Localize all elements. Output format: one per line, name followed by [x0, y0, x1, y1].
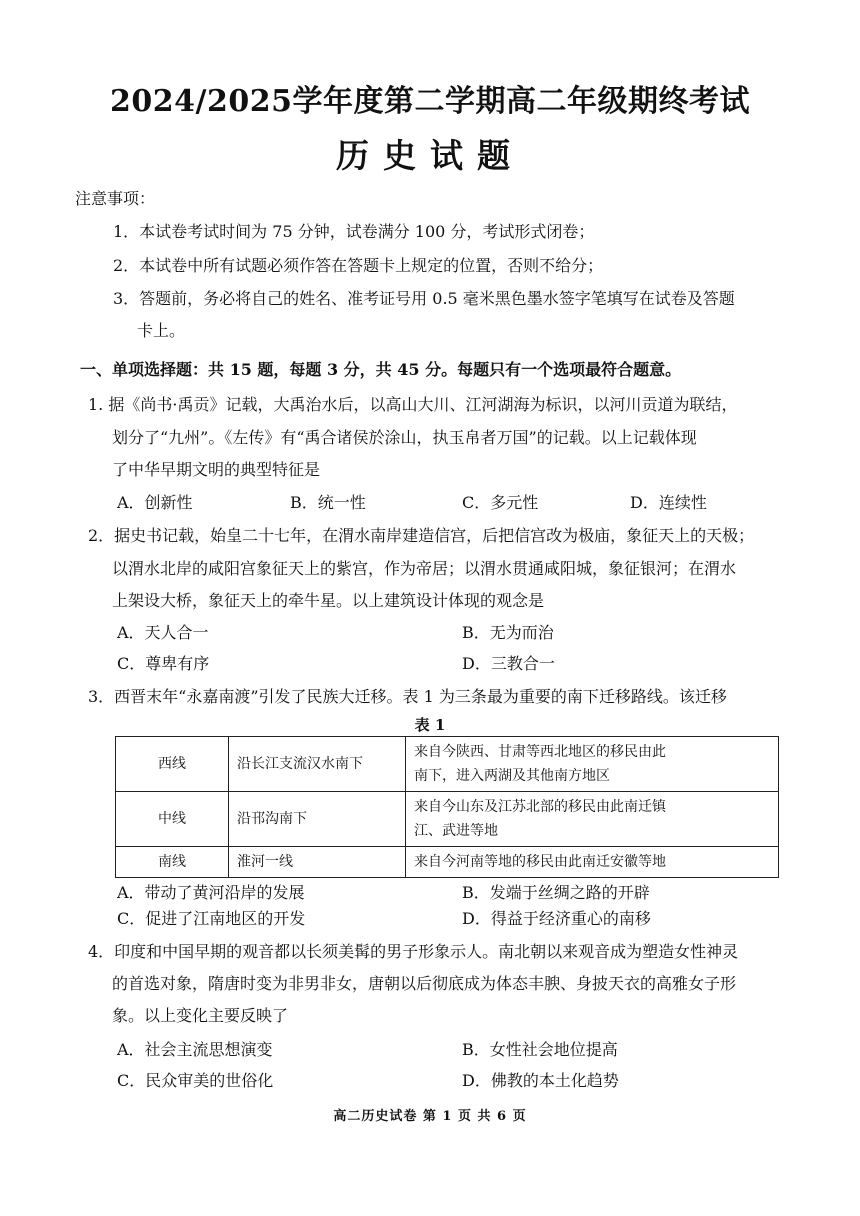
- table-cell: 沿长江支流汉水南下: [229, 737, 406, 792]
- exam-subtitle: 历史试题: [336, 136, 524, 175]
- table-cell: 西线: [116, 737, 229, 792]
- question-3-option-a: A．带动了黄河沿岸的发展: [117, 883, 305, 902]
- question-1-option-d: D．连续性: [630, 493, 707, 512]
- question-3-line: 3．西晋末年“永嘉南渡”引发了民族大迁移。表 1 为三条最为重要的南下迁移路线。该迁移: [88, 687, 727, 706]
- notice-item: 卡上。: [137, 321, 186, 340]
- table-row: [116, 847, 779, 878]
- cell-line: 南下，进入两湖及其他南方地区: [414, 768, 610, 784]
- question-4-line: 的首选对象，隋唐时变为非男非女，唐朝以后彻底成为体态丰腴、身披天衣的高雅女子形: [112, 974, 737, 993]
- question-3-option-c: C．促进了江南地区的开发: [117, 909, 306, 928]
- page-footer: 高二历史试卷 第 1 页 共 6 页: [333, 1109, 527, 1124]
- question-4-line: 4．印度和中国早期的观音都以长须美髯的男子形象示人。南北朝以来观音成为塑造女性神灵: [88, 942, 739, 961]
- question-1-option-a: A．创新性: [117, 493, 193, 512]
- cell-line: 江、武进等地: [414, 823, 498, 839]
- table-cell: [406, 792, 779, 847]
- question-1-line: 1. 据《尚书·禹贡》记载，大禹治水后，以高山大川、江河湖海为标识，以河川贡道为联结，: [88, 395, 738, 414]
- question-2-option-a: A．天人合一: [117, 623, 209, 642]
- table-row: [116, 792, 779, 847]
- question-3-option-b: B．发端于丝绸之路的开辟: [462, 883, 650, 902]
- cell-line: 来自今山东及江苏北部的移民由此南迁镇: [414, 799, 666, 815]
- table-cell: 沿邗沟南下: [229, 792, 406, 847]
- question-2-line: 2．据史书记载，始皇二十七年，在渭水南岸建造信宫，后把信宫改为极庙，象征天上的天极；: [88, 526, 755, 545]
- notice-item: 3．答题前，务必将自己的姓名、准考证号用 0.5 毫米黑色墨水签字笔填写在试卷及答题: [113, 289, 735, 308]
- question-2-option-d: D．三教合一: [462, 654, 555, 673]
- question-3-option-d: D．得益于经济重心的南移: [462, 909, 651, 928]
- table-cell: 来自今河南等地的移民由此南迁安徽等地: [406, 847, 779, 878]
- question-2-line: 上架设大桥，象征天上的牵牛星。以上建筑设计体现的观念是: [112, 591, 545, 610]
- question-1-option-b: B．统一性: [290, 493, 366, 512]
- question-2-option-b: B．无为而治: [462, 623, 554, 642]
- question-4-option-c: C．民众审美的世俗化: [117, 1071, 274, 1090]
- exam-title: 2024/2025学年度第二学期高二年级期终考试: [110, 84, 750, 119]
- section-heading: 一、单项选择题：共 15 题，每题 3 分，共 45 分。每题只有一个选项最符合题意。: [80, 360, 682, 379]
- question-1-line: 了中华早期文明的典型特征是: [112, 460, 321, 479]
- table-cell: [406, 737, 779, 792]
- question-4-option-a: A．社会主流思想演变: [117, 1040, 273, 1059]
- question-2-line: 以渭水北岸的咸阳宫象征天上的紫宫，作为帝居；以渭水贯通咸阳城，象征银河；在渭水: [112, 559, 737, 578]
- cell-line: 来自今陕西、甘肃等西北地区的移民由此: [414, 744, 666, 760]
- question-4-option-b: B．女性社会地位提高: [462, 1040, 618, 1059]
- migration-table: [115, 736, 779, 878]
- table-cell: 南线: [116, 847, 229, 878]
- table-caption: 表 1: [414, 716, 446, 734]
- notice-item: 2．本试卷中所有试题必须作答在答题卡上规定的位置，否则不给分；: [113, 256, 604, 275]
- table-row: [116, 737, 779, 792]
- question-4-option-d: D．佛教的本土化趋势: [462, 1071, 619, 1090]
- question-4-line: 象。以上变化主要反映了: [112, 1006, 289, 1025]
- notice-heading: 注意事项：: [75, 189, 156, 208]
- question-1-line: 划分了“九州”。《左传》有“禹合诸侯於涂山，执玉帛者万国”的记载。以上记载体现: [112, 428, 697, 447]
- table-cell: 淮河一线: [229, 847, 406, 878]
- notice-item: 1．本试卷考试时间为 75 分钟，试卷满分 100 分，考试形式闭卷；: [113, 222, 595, 241]
- question-2-option-c: C．尊卑有序: [117, 654, 210, 673]
- question-1-option-c: C．多元性: [462, 493, 539, 512]
- table-cell: 中线: [116, 792, 229, 847]
